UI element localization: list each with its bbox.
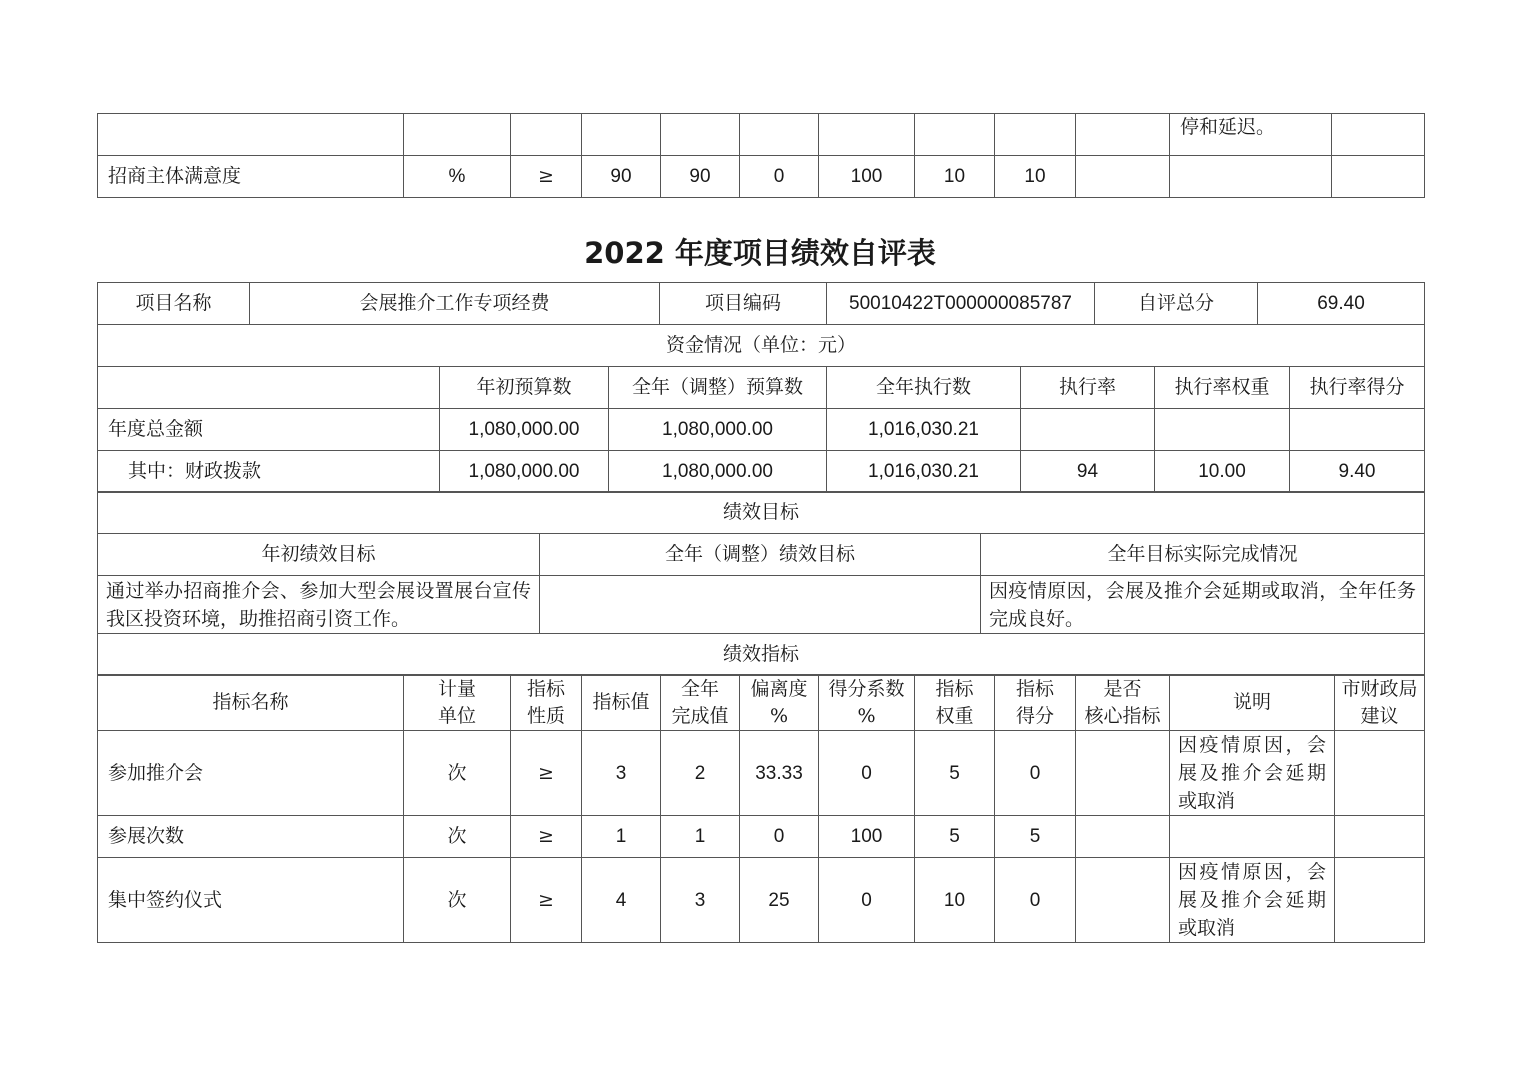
header-name: 指标名称 (98, 675, 404, 731)
project-code: 50010422T000000085787 (827, 283, 1095, 325)
indicator-name: 招商主体满意度 (98, 156, 404, 198)
nature-cell: ≥ (511, 731, 582, 816)
funds-header: 执行率权重 (1155, 367, 1290, 409)
total-score: 69.40 (1258, 283, 1425, 325)
funds-value: 94 (1021, 451, 1155, 493)
advice-cell (1335, 858, 1425, 943)
funds-value: 1,080,000.00 (440, 451, 609, 493)
initial-goal-text: 通过举办招商推介会、参加大型会展设置展台宣传我区投资环境，助推招商引资工作。 (98, 576, 540, 634)
funds-header: 全年执行数 (827, 367, 1021, 409)
table-row (98, 634, 1425, 676)
target-cell: 90 (582, 156, 661, 198)
coef-cell: 0 (819, 858, 915, 943)
header-nature: 指标 性质 (511, 675, 582, 731)
table-row (98, 576, 1425, 634)
note-cell: 因疫情原因，会展及推介会延期或取消 (1170, 731, 1335, 816)
note-cell: 停和延迟。 (1170, 114, 1332, 156)
funds-section-title: 资金情况（单位：元） (98, 325, 1425, 367)
score-cell: 0 (995, 731, 1076, 816)
funds-header: 执行率 (1021, 367, 1155, 409)
note-cell: 因疫情原因，会展及推介会延期或取消 (1170, 858, 1335, 943)
table-row (98, 409, 1425, 451)
header-deviation: 偏离度 % (740, 675, 819, 731)
funds-value: 1,080,000.00 (609, 451, 827, 493)
core-cell (1076, 858, 1170, 943)
goals-header: 全年目标实际完成情况 (981, 534, 1425, 576)
weight-cell: 5 (915, 731, 995, 816)
deviation-cell: 0 (740, 156, 819, 198)
nature-cell: ≥ (511, 156, 582, 198)
adjusted-goal-text (540, 576, 981, 634)
note-cell (1170, 816, 1335, 858)
table-row (98, 156, 1425, 198)
funds-table (97, 366, 1425, 493)
funds-header: 年初预算数 (440, 367, 609, 409)
header-advice: 市财政局 建议 (1335, 675, 1425, 731)
header-note: 说明 (1170, 675, 1335, 731)
indicators-table (97, 674, 1425, 943)
core-cell (1076, 731, 1170, 816)
goals-header: 全年（调整）绩效目标 (540, 534, 981, 576)
project-code-label: 项目编码 (660, 283, 827, 325)
core-cell (1076, 816, 1170, 858)
nature-cell: ≥ (511, 858, 582, 943)
coef-cell: 100 (819, 156, 915, 198)
deviation-cell: 0 (740, 816, 819, 858)
indicator-name: 集中签约仪式 (98, 858, 404, 943)
unit-cell: 次 (404, 858, 511, 943)
target-cell: 3 (582, 731, 661, 816)
score-cell: 5 (995, 816, 1076, 858)
table-row (98, 325, 1425, 367)
funds-value: 1,016,030.21 (827, 451, 1021, 493)
weight-cell: 10 (915, 858, 995, 943)
table-row (98, 451, 1425, 493)
advice-cell (1335, 816, 1425, 858)
indicator-name: 参加推介会 (98, 731, 404, 816)
header-core: 是否 核心指标 (1076, 675, 1170, 731)
funds-value (1155, 409, 1290, 451)
target-cell: 4 (582, 858, 661, 943)
advice-cell (1335, 731, 1425, 816)
funds-header: 执行率得分 (1290, 367, 1425, 409)
score-cell: 10 (995, 156, 1076, 198)
table-row (98, 114, 1425, 156)
actual-cell: 90 (661, 156, 740, 198)
page-title: 2022 年度项目绩效自评表 (584, 236, 936, 270)
actual-completion-text: 因疫情原因，会展及推介会延期或取消，全年任务完成良好。 (981, 576, 1425, 634)
table-header-row (98, 675, 1425, 731)
funds-value (1021, 409, 1155, 451)
goals-table (97, 491, 1425, 676)
actual-cell: 3 (661, 858, 740, 943)
unit-cell: 次 (404, 816, 511, 858)
deviation-cell: 25 (740, 858, 819, 943)
score-cell: 0 (995, 858, 1076, 943)
coef-cell: 100 (819, 816, 915, 858)
funds-value: 1,080,000.00 (440, 409, 609, 451)
funds-value: 9.40 (1290, 451, 1425, 493)
funds-value (1290, 409, 1425, 451)
project-name: 会展推介工作专项经费 (250, 283, 660, 325)
project-header-table (97, 282, 1425, 367)
project-name-label: 项目名称 (98, 283, 250, 325)
table-row (98, 816, 1425, 858)
goals-section-title: 绩效目标 (98, 492, 1425, 534)
actual-cell: 2 (661, 731, 740, 816)
header-score: 指标 得分 (995, 675, 1076, 731)
previous-indicator-table (97, 113, 1425, 198)
unit-cell: 次 (404, 731, 511, 816)
target-cell: 1 (582, 816, 661, 858)
deviation-cell: 33.33 (740, 731, 819, 816)
weight-cell: 10 (915, 156, 995, 198)
funds-row-label: 年度总金额 (98, 409, 440, 451)
header-target: 指标值 (582, 675, 661, 731)
coef-cell: 0 (819, 731, 915, 816)
header-coef: 得分系数 % (819, 675, 915, 731)
total-score-label: 自评总分 (1095, 283, 1258, 325)
weight-cell: 5 (915, 816, 995, 858)
header-actual: 全年 完成值 (661, 675, 740, 731)
table-row (98, 534, 1425, 576)
funds-header: 全年（调整）预算数 (609, 367, 827, 409)
funds-value: 1,080,000.00 (609, 409, 827, 451)
header-weight: 指标 权重 (915, 675, 995, 731)
table-row (98, 367, 1425, 409)
unit-cell: % (404, 156, 511, 198)
table-row (98, 492, 1425, 534)
actual-cell: 1 (661, 816, 740, 858)
funds-value: 10.00 (1155, 451, 1290, 493)
indicator-name: 参展次数 (98, 816, 404, 858)
indicators-section-title: 绩效指标 (98, 634, 1425, 676)
funds-row-label: 其中：财政拨款 (98, 451, 440, 493)
table-row (98, 731, 1425, 816)
goals-header: 年初绩效目标 (98, 534, 540, 576)
table-row (98, 283, 1425, 325)
nature-cell: ≥ (511, 816, 582, 858)
header-unit: 计量 单位 (404, 675, 511, 731)
funds-value: 1,016,030.21 (827, 409, 1021, 451)
table-row (98, 858, 1425, 943)
